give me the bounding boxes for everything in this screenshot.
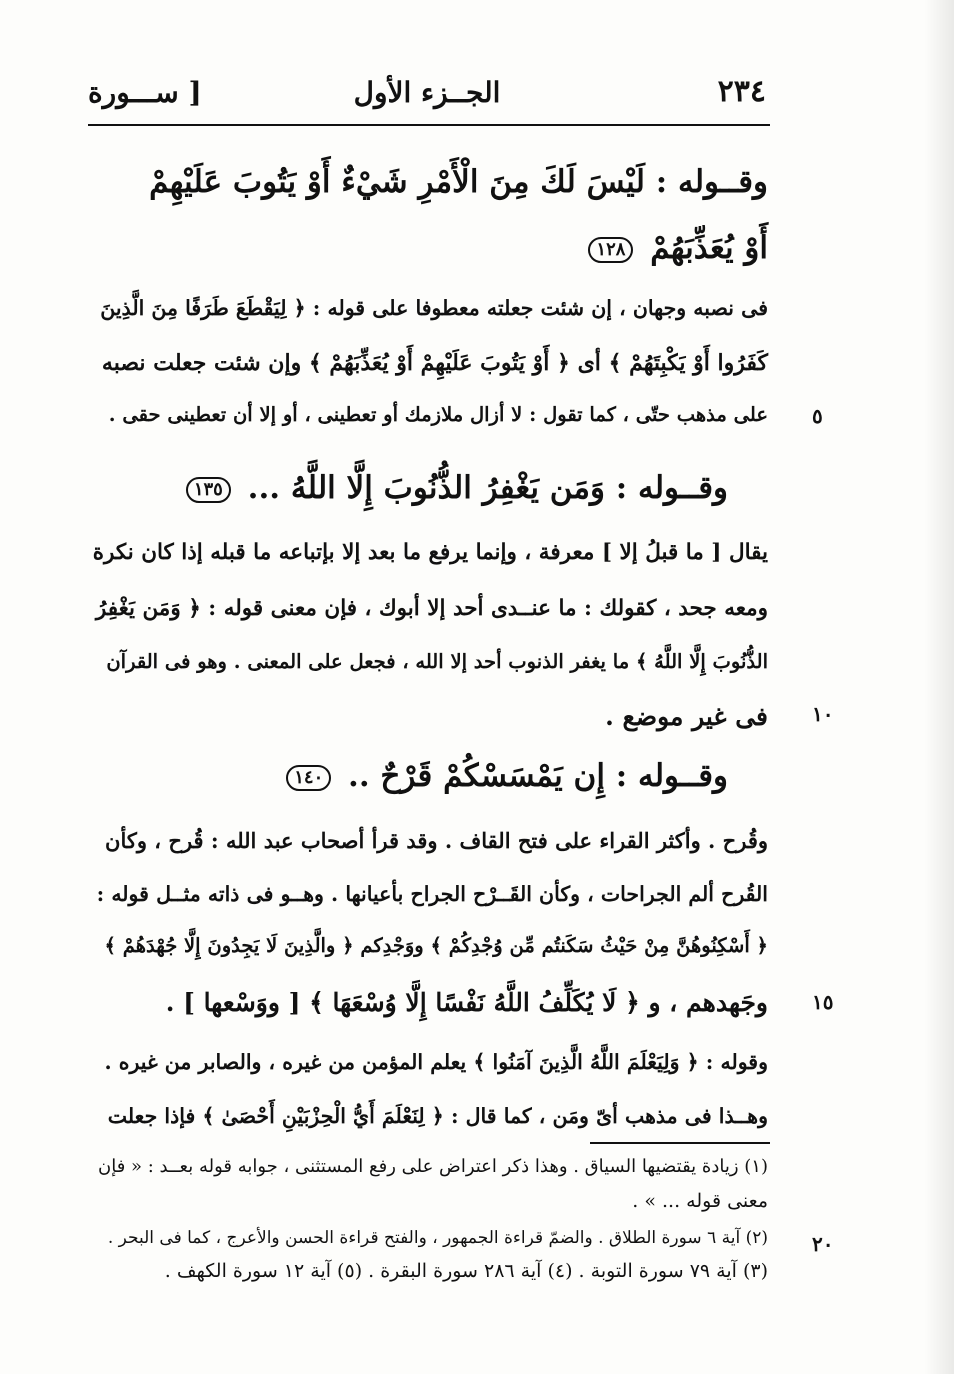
footnote-line: معنى قوله ... » . (632, 1190, 768, 1212)
verse-line (94, 758, 768, 794)
verse-text: أَوْ يُعَذِّبَهُمْ (650, 230, 768, 266)
page-number: ٢٣٤ (717, 74, 766, 109)
verse-text: وقــوله : وَمَن يَغْفِرُ الذُّنُوبَ إِلَّا اللَّهُ ... (247, 470, 728, 506)
paragraph-line: وجَهدهم ، و ﴿ لَا يُكَلِّفُ اللَّهُ نَفْسًا إِلَّا وُسْعَهَا ﴾ [ ووَسْعها ] . (165, 988, 768, 1017)
footnote-rule (590, 1142, 770, 1144)
paragraph-line: وقُرح . وأكثر القراء على فتح القاف . وقد قرأ أصحاب عبد الله : قُرح ، وكأن (105, 828, 768, 853)
paragraph-line: ومعه جحد ، كقولك : ما عنــدى أحد إلا أبوك ، فإن معنى قوله : ﴿ وَمَن يَغْفِرُ (95, 596, 768, 621)
verse-line (94, 230, 768, 266)
line-number: ١٥ (812, 990, 834, 1014)
surah-heading: [ ســـورة (88, 76, 202, 109)
verse-number-marker: ١٣٥ (186, 477, 231, 503)
running-title: الجــزء الأول (353, 76, 501, 109)
verse-number-marker: ١٤٠ (286, 765, 331, 791)
footnote-line: (٣) آية ٧٩ سورة التوبة . (٤) آية ٢٨٦ سورة البقرة . (٥) آية ١٢ سورة الكهف . (164, 1260, 768, 1282)
paragraph-line: وهــذا فى مذهب أىّ ومَن ، كما قال : ﴿ لِنَعْلَمَ أَيُّ الْحِزْبَيْنِ أَحْصَىٰ ﴾ فإذا جعلت (107, 1104, 768, 1128)
line-number: ٢٠ (812, 1232, 834, 1256)
footnote-line: (٢) آية ٦ سورة الطلاق . والضمّ قراءة الجمهور ، والفتح قراءة الحسن والأعرج ، كما فى البحر . (107, 1228, 768, 1248)
verse-number-marker: ١٢٨ (588, 237, 633, 263)
paragraph-line: الذُّنُوبَ إِلَّا اللَّهُ ﴾ ما يغفر الذنوب أحد إلا الله ، فجعل على المعنى . وهو فى القرآن (106, 650, 768, 673)
paragraph-line: كَفَرُوا أَوْ يَكْبِتَهُمْ ﴾ أى ﴿ أَوْ يَتُوبَ عَلَيْهِمْ أَوْ يُعَذِّبَهُمْ ﴾ وإن شئت جعلت نصبه (101, 350, 768, 376)
paragraph-line: ﴿ أَسْكِنُوهُنَّ مِنْ حَيْثُ سَكَنتُم مِّن وُجْدِكُمْ ﴾ ووَجْدِكم ﴿ والَّذِينَ لَا يَجِدُونَ إِلَّا جُهْدَهُمْ ﴾ (104, 934, 768, 957)
paragraph-line: وقوله : ﴿ وَلِيَعْلَمَ اللَّهُ الَّذِينَ آمَنُوا ﴾ يعلم المؤمن من غيره ، والصابر من غيره . (104, 1050, 768, 1074)
paragraph-line: القُرح ألم الجراحات ، وكأن القَــرْح الجراح بأعيانها . وهــو فى ذاته مثــل قوله : (96, 882, 768, 906)
verse-line: وقــوله : لَيْسَ لَكَ مِنَ الْأَمْرِ شَيْءٌ أَوْ يَتُوبَ عَلَيْهِمْ (149, 164, 768, 200)
line-number: ١٠ (812, 702, 834, 726)
footnote-line: (١) زيادة يقتضيها السياق . وهذا ذكر اعتراض على رفع المستثنى ، جوابه قوله بعــد : « فإن (98, 1156, 768, 1177)
verse-text: وقــوله : إِن يَمْسَسْكُمْ قَرْحٌ .. (348, 758, 728, 794)
paragraph-text: يقال [ ما قبلُ إلا ] معرفة ، وإنما يرفع ما بعد إلا بإتباعه ما قبله إذا كان نكرة (92, 540, 768, 565)
paragraph-line: فى غير موضع . (605, 702, 768, 731)
paragraph-line: على مذهب حتّى ، كما تقول : لا أزال ملازمك أو تعطينى ، أو إلا أن تعطينى حقى . (108, 403, 768, 426)
paragraph-line (94, 540, 768, 565)
verse-line (94, 470, 768, 506)
header-rule (88, 124, 770, 126)
paragraph-line: فى نصبه وجهان ، إن شئت جعلته معطوفا على قوله : ﴿ لِيَقْطَعَ طَرَفًا مِنَ الَّذِينَ (100, 296, 768, 320)
page-header (88, 74, 766, 118)
line-number: ٥ (812, 404, 823, 428)
scan-shadow (924, 0, 954, 1374)
